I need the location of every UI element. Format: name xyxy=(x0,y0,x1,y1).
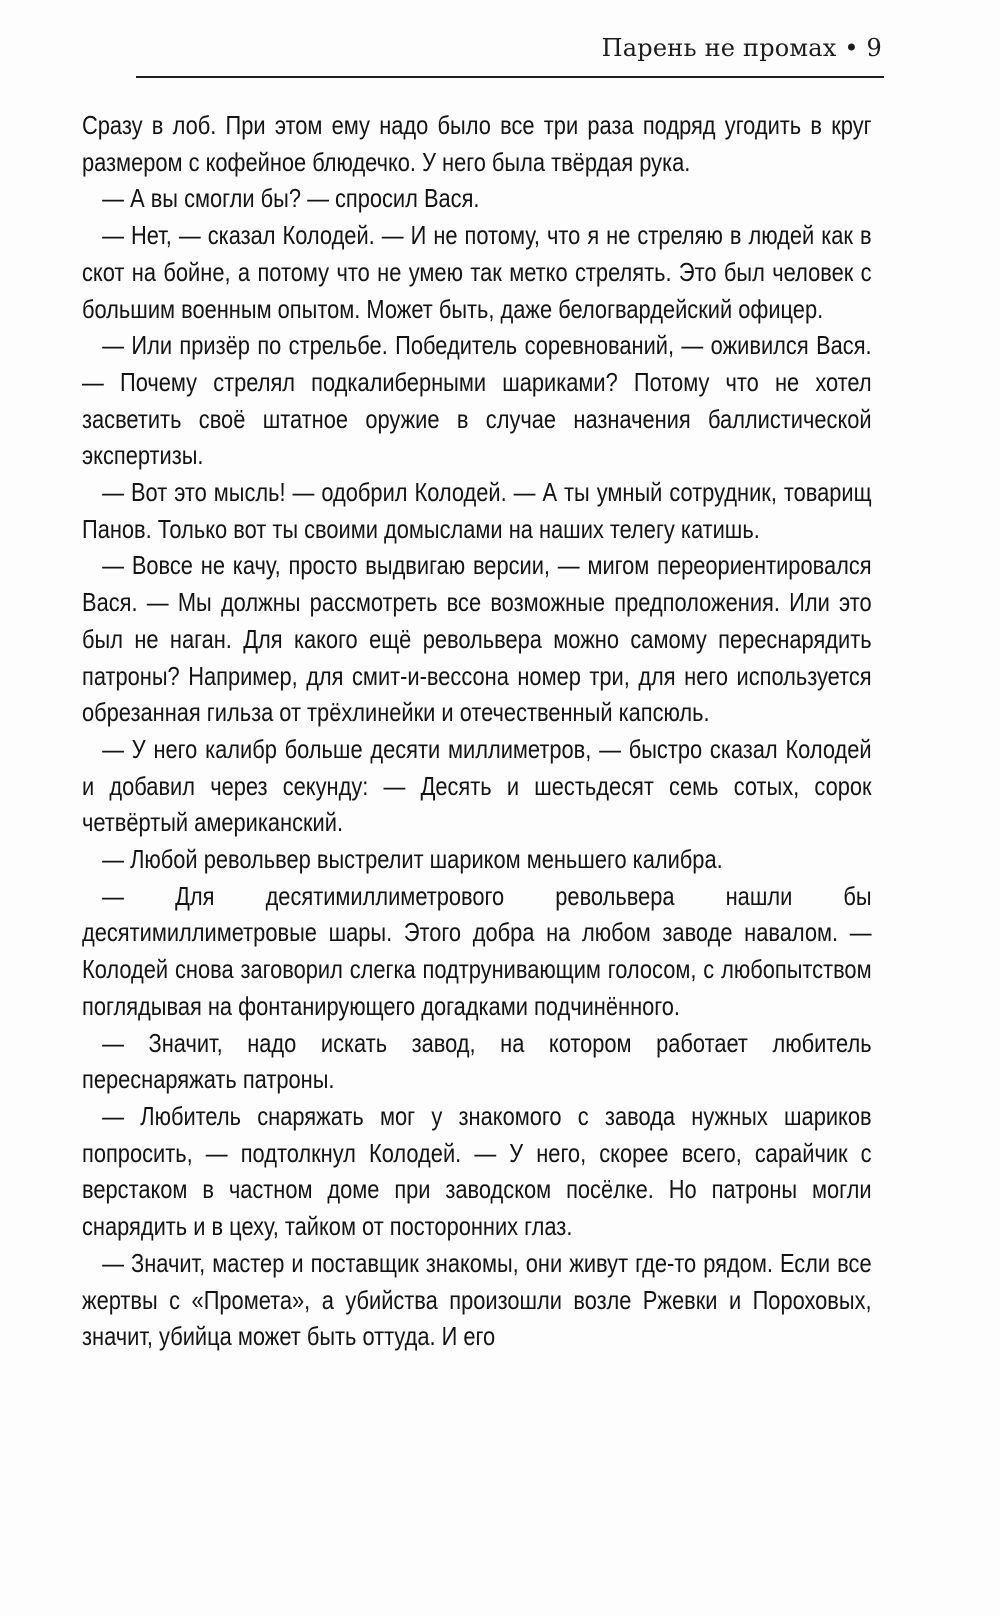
body-text xyxy=(82,107,872,1355)
paragraph: — Вот это мысль! — одобрил Колодей. — А ты умный сотрудник, товарищ Панов. Только вот ты своими домыслами на наших телегу катишь. xyxy=(82,477,872,544)
paragraph: — Любой револьвер выстрелит шариком меньшего калибра. xyxy=(102,844,723,875)
paragraph: — Любитель снаряжать мог у знакомого с завода нужных шариков попросить, — подтолкнул Колодей. — У него, скорее всего, сарайчик с верстаком в частном доме при заводском посёлке. Но патроны могли снарядить и в цеху, тайком от посторонних глаз. xyxy=(82,1100,872,1242)
paragraph: — Или призёр по стрельбе. Победитель соревнований, — оживился Вася. — Почему стрелял подкалиберными шариками? Потому что не хотел засветить своё штатное оружие в случае назначения баллистической экспертизы. xyxy=(82,330,872,471)
paragraph: — Значит, мастер и поставщик знакомы, они живут где-то рядом. Если все жертвы с «Промета», а убийства произошли возле Ржевки и Пороховых, значит, убийца может быть оттуда. И его xyxy=(82,1247,872,1352)
paragraph: — А вы смогли бы? — спросил Вася. xyxy=(102,183,480,214)
paragraph: — Нет, — сказал Колодей. — И не потому, что я не стреляю в людей как в скот на бойне, а потому что не умею так метко стрелять. Это был человек с большим военным опытом. Может быть, даже белогвардейский офицер. xyxy=(82,220,872,324)
paragraph: — Вовсе не качу, просто выдвигаю версии, — мигом переориентировался Вася. — Мы должны рассмотреть все возможные предположения. Или это был не наган. Для какого ещё револьвера можно самому переснарядить патроны? Например, для смит-и-вессона номер три, для него используется обрезанная гильза от трёхлинейки и отечественный капсюль. xyxy=(82,550,872,728)
paragraph: — У него калибр больше десяти миллиметров, — быстро сказал Колодей и добавил через секунду: — Десять и шестьдесят семь сотых, сорок четвёртый американский. xyxy=(82,733,872,838)
paragraph: — Значит, надо искать завод, на котором работает любитель переснаряжать патроны. xyxy=(82,1027,872,1095)
paragraph: Сразу в лоб. При этом ему надо было все три раза подряд угодить в круг размером с кофейное блюдечко. У него была твёрдая рука. xyxy=(82,110,872,177)
header-rule xyxy=(136,76,884,78)
running-head: Парень не промах • 9 xyxy=(601,34,882,62)
paragraph: — Для десятимиллиметрового револьвера нашли бы десятимиллиметровые шары. Этого добра на любом заводе навалом. — Колодей снова заговорил слегка подтрунивающим голосом, с любопытством поглядывая на фонтанирующего догадками подчинённого. xyxy=(82,880,872,1021)
